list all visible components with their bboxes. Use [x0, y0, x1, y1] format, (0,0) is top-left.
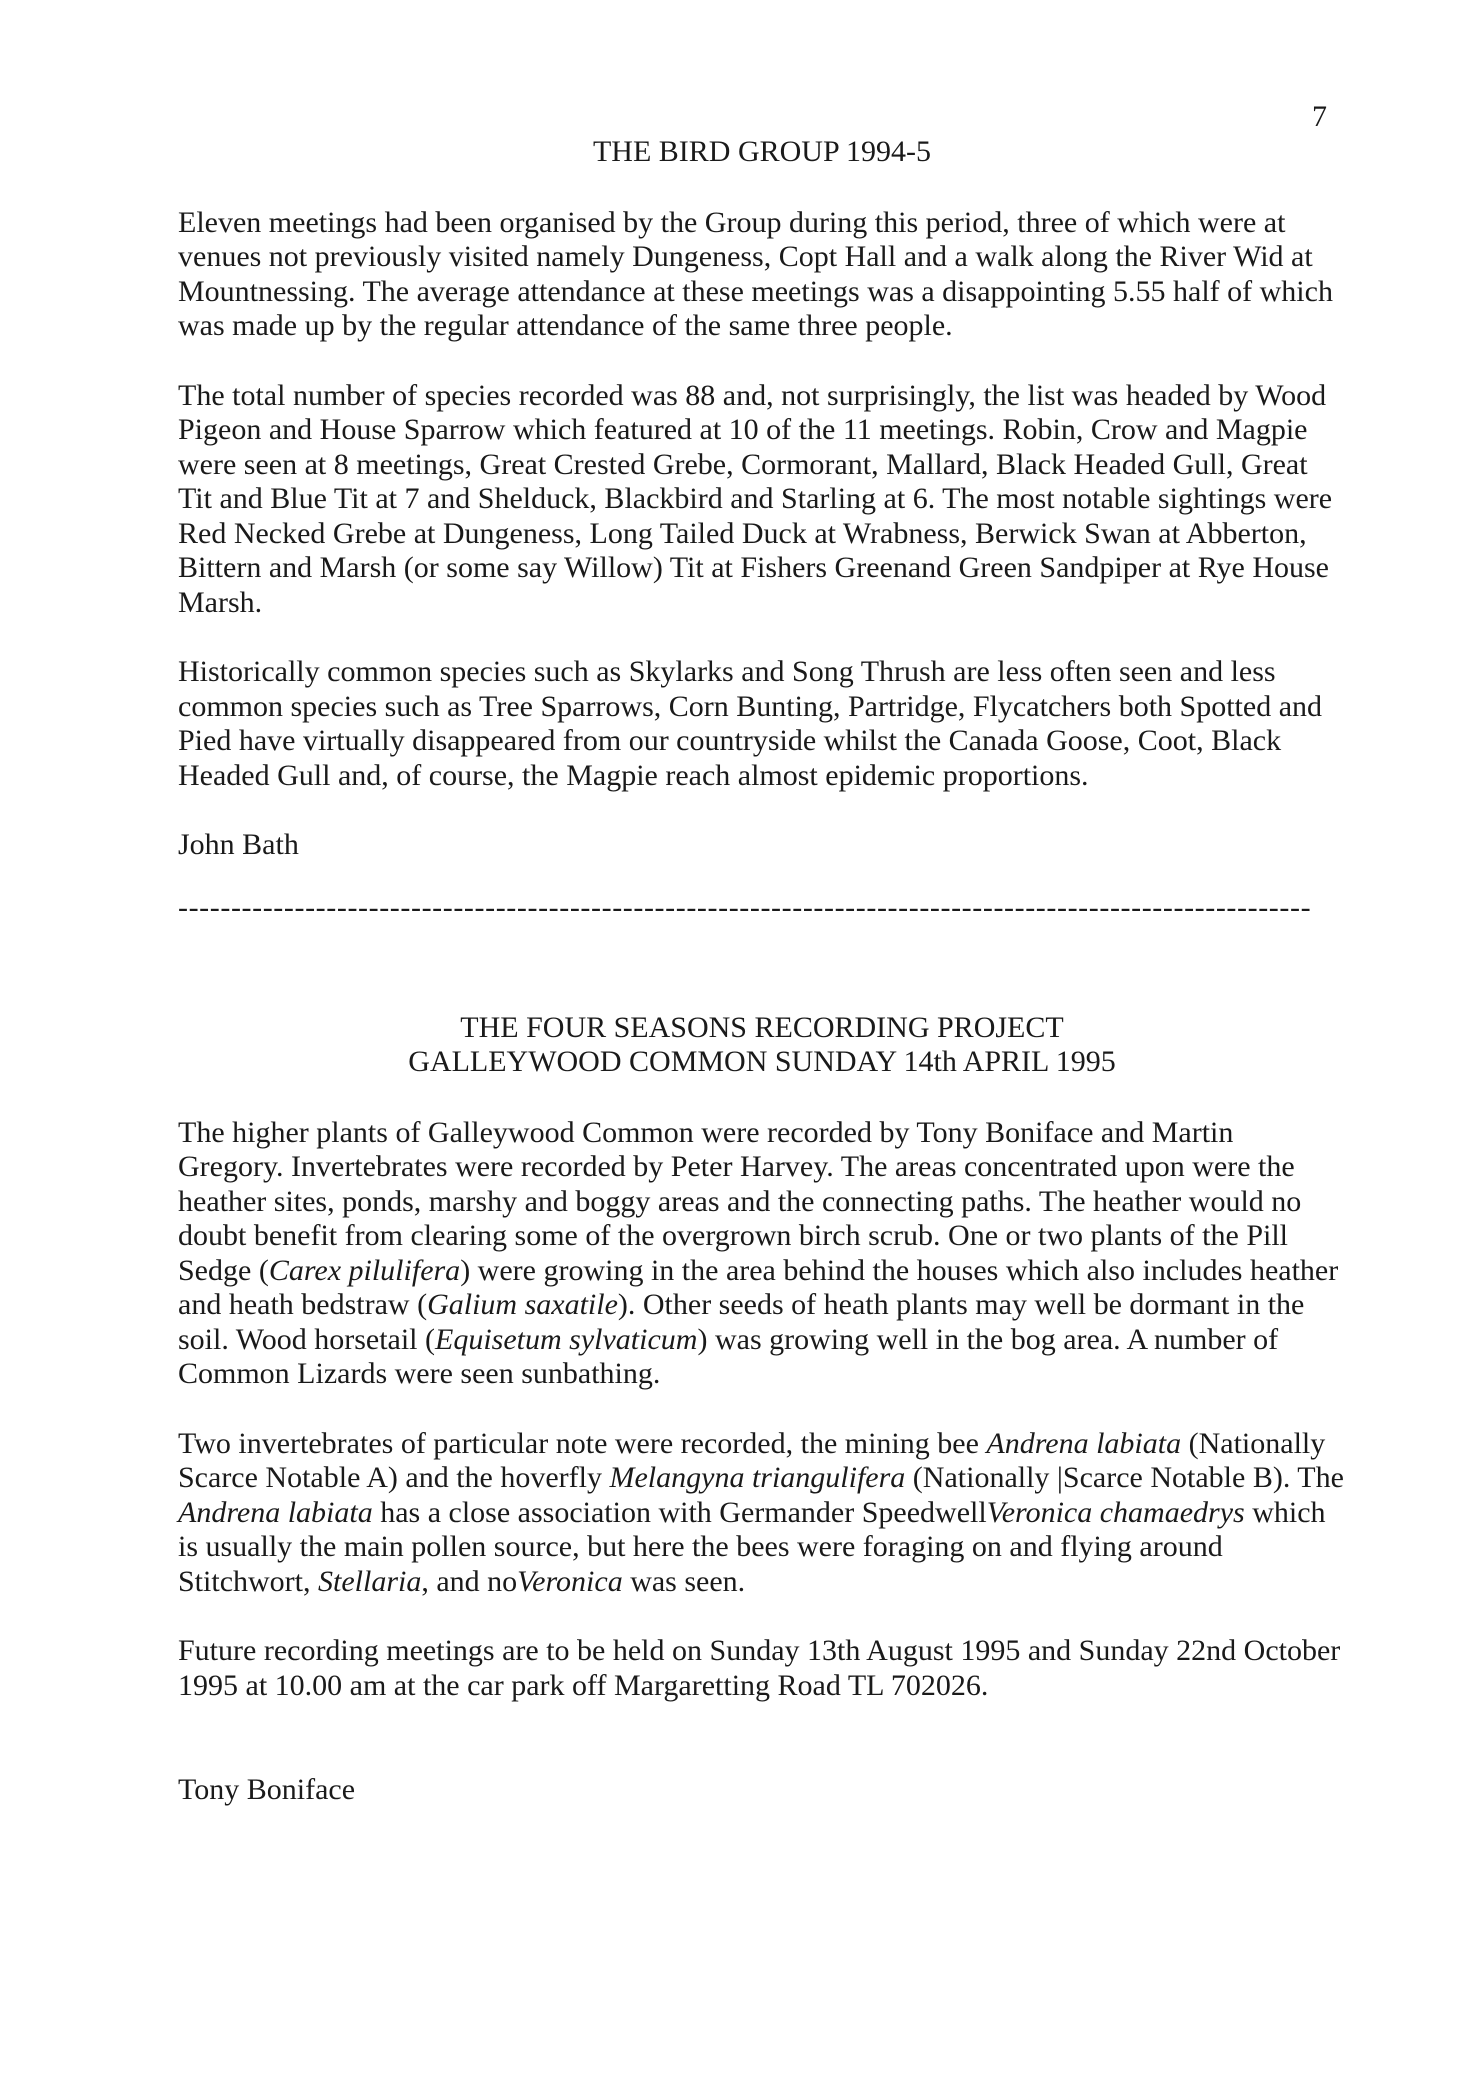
bird-group-section — [178, 135, 1346, 863]
four-seasons-title-line-1: THE FOUR SEASONS RECORDING PROJECT — [460, 1010, 1064, 1044]
bird-group-paragraph-3: Historically common species such as Skylarks and Song Thrush are less often seen and less common species such as Tree Sparrows, Corn Bunting, Partridge, Flycatchers both Spotted and Pied have virtually disappeared from our countryside whilst the Canada Goose, Coot, Black Headed Gull and, of course, the Magpie reach almost epidemic proportions. — [178, 655, 1323, 792]
bird-group-paragraph-2: The total number of species recorded was 88 and, not surprisingly, the list was headed by Wood Pigeon and House Sparrow which featured at 10 of the 11 meetings. Robin, Crow and Magpie were seen at 8 meetings, Great Crested Grebe, Cormorant, Mallard, Black Headed Gull, Great Tit and Blue Tit at 7 and Shelduck, Blackbird and Starling at 6. The most notable sightings were Red Necked Grebe at Dungeness, Long Tailed Duck at Wrabness, Berwick Swan at Abberton, Bittern and Marsh (or some say Willow) Tit at Fishers Greenand Green Sandpiper at Rye House Marsh. — [178, 378, 1333, 619]
bird-group-title: THE BIRD GROUP 1994-5 — [592, 135, 932, 168]
four-seasons-section — [178, 1011, 1346, 1808]
paragraph-text: The higher plants of Galleywood Common were recorded by Tony Boniface and Martin Gregory. Invertebrates were recorded by Peter Harvey. The areas concentrated upon were the heather sites, ponds, marshy and boggy areas and the connecting paths. The heather would no doubt benefit from clearing some of the overgrown birch scrub. One or two plants of the Pill Sedge ( — [178, 1115, 1302, 1287]
four-seasons-paragraph-2 — [178, 1427, 1346, 1600]
four-seasons-title-line-2: GALLEYWOOD COMMON SUNDAY 14th APRIL 1995 — [408, 1045, 1116, 1078]
species-name: Andrena labiata — [178, 1495, 373, 1529]
four-seasons-signature: Tony Boniface — [178, 1773, 356, 1806]
four-seasons-paragraph-3: Future recording meetings are to be held on Sunday 13th August 1995 and Sunday 22nd October 1995 at 10.00 am at the car park off Margaretting Road TL 702026. — [178, 1634, 1341, 1702]
species-name: Melangyna triangulifera — [609, 1461, 906, 1494]
species-name: Andrena labiata — [986, 1426, 1182, 1460]
species-name: Veronica — [517, 1564, 623, 1598]
paragraph-text: was seen. — [622, 1564, 746, 1598]
section-divider: ----------------------------------------------------------------------------------------------------------- — [178, 890, 1312, 924]
paragraph-text: ) was growing well in the bog area. A number of Common Lizards were seen sunbathing. — [178, 1322, 1279, 1390]
page-content — [178, 135, 1346, 1808]
paragraph-text: , and no — [421, 1564, 518, 1598]
paragraph-text: ) were growing in the area behind the houses which also includes heather and heath bedstraw ( — [178, 1253, 1339, 1321]
species-name: Equisetum sylvaticum — [435, 1322, 698, 1356]
paragraph-text: has a close association with Germander Speedwell — [372, 1495, 987, 1529]
bird-group-signature: John Bath — [178, 828, 299, 861]
four-seasons-paragraph-1 — [178, 1116, 1346, 1392]
four-seasons-title — [178, 1011, 1346, 1080]
paragraph-text: (Nationally |Scarce Notable B). The — [905, 1461, 1344, 1494]
bird-group-paragraph-1: Eleven meetings had been organised by the Group during this period, three of which were at venues not previously visited namely Dungeness, Copt Hall and a walk along the River Wid at Mountnessing. The average attendance at these meetings was a disappointing 5.55 half of which was made up by the regular attendance of the same three people. — [178, 205, 1333, 342]
page-number: 7 — [1312, 100, 1327, 133]
paragraph-text: Two invertebrates of particular note were recorded, the mining bee — [178, 1426, 987, 1460]
paragraph-text: (Nationally Scarce Notable A) and the hoverfly — [178, 1426, 1326, 1494]
species-name: Veronica chamaedrys — [986, 1495, 1245, 1529]
species-name: Carex pilulifera — [268, 1253, 461, 1287]
species-name: Galium saxatile — [427, 1288, 618, 1321]
paragraph-text: ). Other seeds of heath plants may well be dormant in the soil. Wood horsetail ( — [178, 1288, 1305, 1356]
paragraph-text: which is usually the main pollen source, but here the bees were foraging on and flying around Stitchwort, — [178, 1495, 1326, 1598]
species-name: Stellaria — [318, 1564, 422, 1598]
